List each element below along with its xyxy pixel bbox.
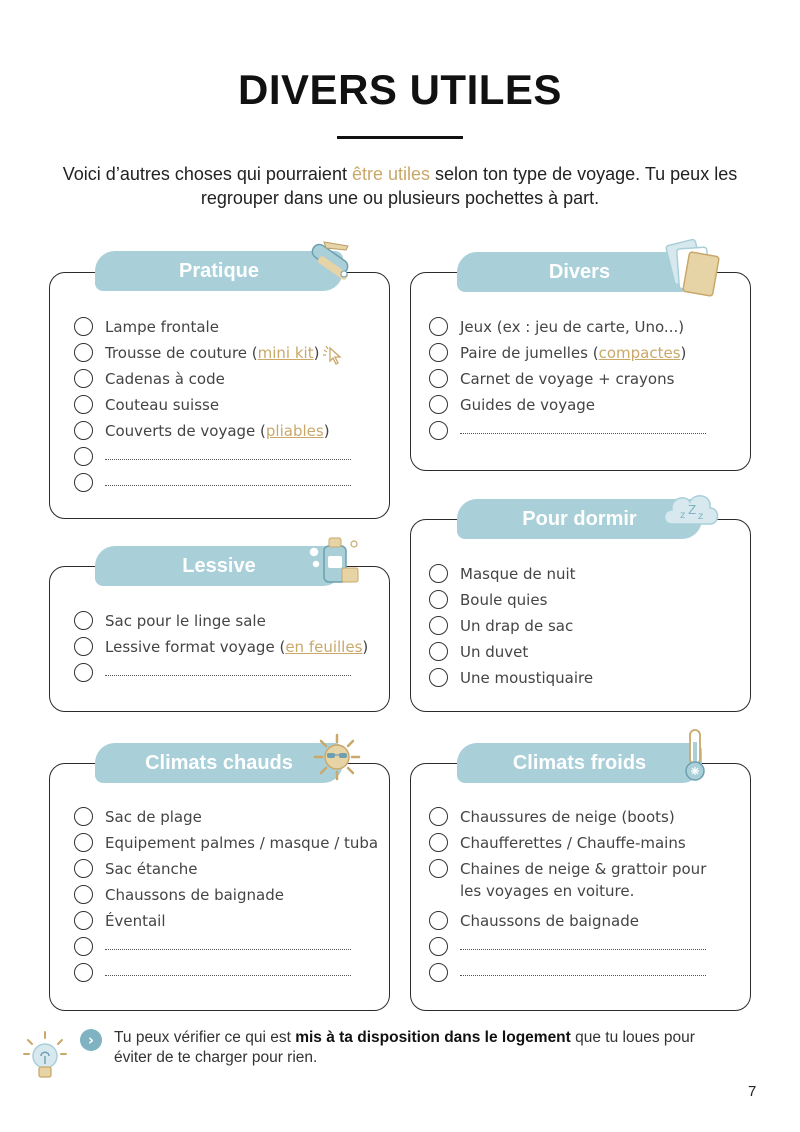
checkbox-circle[interactable] — [74, 343, 93, 362]
item-label — [105, 420, 330, 442]
tip-part2: que tu loues pour éviter de te charger pour rien. — [114, 1029, 695, 1066]
item-label: Masque de nuit — [460, 565, 576, 583]
checklist-item[interactable] — [74, 832, 378, 854]
checklist-item[interactable] — [429, 394, 595, 416]
intro-highlight: être utiles — [351, 164, 430, 184]
checkbox-circle[interactable] — [74, 663, 93, 682]
checkbox-circle[interactable] — [429, 937, 448, 956]
checklist-item[interactable] — [429, 615, 573, 637]
checkbox-circle[interactable] — [429, 317, 448, 336]
banner-climats-froids: Climats froids — [457, 743, 702, 783]
checklist-item-blank[interactable] — [429, 936, 706, 956]
checkbox-circle[interactable] — [429, 590, 448, 609]
checkbox-circle[interactable] — [74, 963, 93, 982]
checklist-item[interactable] — [429, 832, 686, 854]
checkbox-circle[interactable] — [74, 473, 93, 492]
item-text: Lessive format voyage ( — [105, 638, 286, 656]
banner-pour-dormir: Pour dormir — [457, 499, 702, 539]
item-text: ) — [323, 422, 330, 440]
blank-write-line[interactable] — [460, 936, 706, 950]
item-label: Sac étanche — [105, 860, 198, 878]
checklist-item[interactable] — [429, 806, 675, 828]
item-label: Une moustiquaire — [460, 669, 594, 687]
item-label: Sac pour le linge sale — [105, 612, 266, 630]
checklist-item[interactable] — [429, 316, 684, 338]
item-text: ) — [362, 638, 369, 656]
blank-write-line[interactable] — [105, 936, 351, 950]
sun-icon — [312, 732, 362, 782]
checklist-item[interactable] — [429, 910, 639, 932]
checklist-item[interactable] — [74, 342, 347, 366]
item-text: Paire de jumelles ( — [460, 344, 599, 362]
banner-divers: Divers — [457, 252, 702, 292]
checkbox-circle[interactable] — [429, 421, 448, 440]
checklist-item[interactable] — [74, 368, 225, 390]
item-label: Couteau suisse — [105, 396, 220, 414]
intro-text — [60, 162, 740, 210]
checkbox-circle[interactable] — [74, 369, 93, 388]
item-label: Guides de voyage — [460, 396, 596, 414]
sleep-cloud-icon — [660, 486, 722, 532]
thermometer-icon — [678, 726, 712, 784]
item-label: Lampe frontale — [105, 318, 219, 336]
checklist-item-blank[interactable] — [74, 662, 351, 682]
checklist-item-blank[interactable] — [74, 936, 351, 956]
checklist-item[interactable] — [74, 316, 219, 338]
checklist-item[interactable] — [74, 636, 368, 658]
item-label: Jeux (ex : jeu de carte, Uno...) — [460, 318, 685, 336]
checklist-item[interactable] — [429, 589, 547, 611]
banner-pratique: Pratique — [95, 251, 343, 291]
checklist-item-blank[interactable] — [429, 420, 706, 440]
checkbox-circle[interactable] — [74, 637, 93, 656]
checklist-item[interactable] — [429, 641, 528, 663]
checkbox-circle[interactable] — [74, 611, 93, 630]
checklist-item[interactable] — [429, 563, 576, 585]
checklist-item[interactable] — [74, 858, 198, 880]
checkbox-circle[interactable] — [429, 616, 448, 635]
cursor-click-icon — [321, 344, 347, 366]
checkbox-circle[interactable] — [74, 911, 93, 930]
item-label: Un drap de sac — [460, 617, 574, 635]
checkbox-circle[interactable] — [429, 564, 448, 583]
checklist-item[interactable] — [429, 667, 593, 689]
checklist-item[interactable] — [429, 368, 674, 390]
blank-write-line[interactable] — [105, 662, 351, 676]
item-label: Chaussons de baignade — [105, 886, 284, 904]
title-underline — [337, 136, 463, 139]
svg-text:z: z — [698, 511, 704, 522]
intro-part1: Voici d’autres choses qui pourraient — [62, 164, 352, 184]
blank-write-line[interactable] — [460, 962, 706, 976]
checklist-item-blank[interactable] — [429, 962, 706, 982]
blank-write-line[interactable] — [105, 446, 351, 460]
swiss-knife-icon — [304, 238, 362, 294]
checkbox-circle[interactable] — [429, 343, 448, 362]
item-text: ) — [313, 344, 320, 362]
item-label: Un duvet — [460, 643, 529, 661]
item-label: Sac de plage — [105, 808, 202, 826]
checklist-item[interactable] — [74, 884, 284, 906]
checkbox-circle[interactable] — [429, 911, 448, 930]
checklist-item[interactable] — [74, 610, 266, 632]
page-number: 7 — [748, 1083, 757, 1100]
item-label: Chaussons de baignade — [460, 912, 639, 930]
banner-climats-chauds: Climats chauds — [95, 743, 343, 783]
checkbox-circle[interactable] — [429, 668, 448, 687]
checklist-item[interactable] — [429, 858, 710, 902]
blank-write-line[interactable] — [105, 472, 351, 486]
checklist-item[interactable] — [74, 420, 330, 442]
link-compactes[interactable]: compactes — [598, 344, 681, 362]
link-en-feuilles[interactable]: en feuilles — [285, 638, 363, 656]
item-label — [105, 342, 319, 364]
playing-cards-icon — [664, 238, 724, 300]
checkbox-circle[interactable] — [429, 395, 448, 414]
checkbox-circle[interactable] — [74, 317, 93, 336]
link-mini-kit[interactable]: mini kit — [257, 344, 314, 362]
checklist-item[interactable] — [74, 910, 166, 932]
item-label: Boule quies — [460, 591, 548, 609]
item-label: Éventail — [105, 912, 166, 930]
checkbox-circle[interactable] — [74, 833, 93, 852]
item-label: Chaines de neige & grattoir pour les voyages en voiture. — [460, 860, 707, 900]
link-pliables[interactable]: pliables — [265, 422, 324, 440]
checkbox-circle[interactable] — [74, 447, 93, 466]
item-label: Chaufferettes / Chauffe-mains — [460, 834, 686, 852]
checkbox-circle[interactable] — [429, 963, 448, 982]
checklist-item-blank[interactable] — [74, 962, 351, 982]
item-label: Cadenas à code — [105, 370, 225, 388]
checkbox-circle[interactable] — [429, 369, 448, 388]
item-label: Equipement palmes / masque / tuba — [105, 834, 379, 852]
intro-part2: selon ton type de voyage. Tu peux les regrouper dans une ou plusieurs pochettes à part. — [200, 164, 738, 208]
blank-write-line[interactable] — [105, 962, 351, 976]
checklist-item[interactable] — [74, 806, 202, 828]
item-text: Trousse de couture ( — [105, 344, 258, 362]
item-text: Couverts de voyage ( — [105, 422, 266, 440]
checkbox-circle[interactable] — [74, 885, 93, 904]
lightbulb-icon — [22, 1030, 68, 1086]
checkbox-circle[interactable] — [429, 642, 448, 661]
item-label: Carnet de voyage + crayons — [460, 370, 675, 388]
item-label: Chaussures de neige (boots) — [460, 808, 675, 826]
checkbox-circle[interactable] — [74, 421, 93, 440]
item-label — [105, 636, 368, 658]
checkbox-circle[interactable] — [74, 807, 93, 826]
checkbox-circle[interactable] — [429, 807, 448, 826]
blank-write-line[interactable] — [460, 420, 706, 434]
checklist-item[interactable] — [74, 394, 219, 416]
tip-part1: Tu peux vérifier ce qui est — [114, 1029, 296, 1046]
checkbox-circle[interactable] — [429, 833, 448, 852]
checklist-item-blank[interactable] — [74, 472, 351, 492]
checkbox-circle[interactable] — [429, 859, 448, 878]
checkbox-circle[interactable] — [74, 395, 93, 414]
banner-lessive: Lessive — [95, 546, 343, 586]
tip-text — [114, 1028, 734, 1068]
svg-text:z: z — [680, 510, 686, 521]
chevron-right-icon: › — [80, 1029, 102, 1051]
checklist-item[interactable] — [429, 342, 686, 364]
checkbox-circle[interactable] — [74, 859, 93, 878]
item-label — [460, 342, 686, 364]
page-title: DIVERS UTILES — [238, 66, 562, 113]
detergent-icon — [302, 532, 364, 590]
item-text: ) — [680, 344, 687, 362]
checklist-item-blank[interactable] — [74, 446, 351, 466]
svg-text:Z: Z — [688, 503, 697, 517]
tip-bold: mis à ta disposition dans le logement — [295, 1029, 571, 1046]
checkbox-circle[interactable] — [74, 937, 93, 956]
